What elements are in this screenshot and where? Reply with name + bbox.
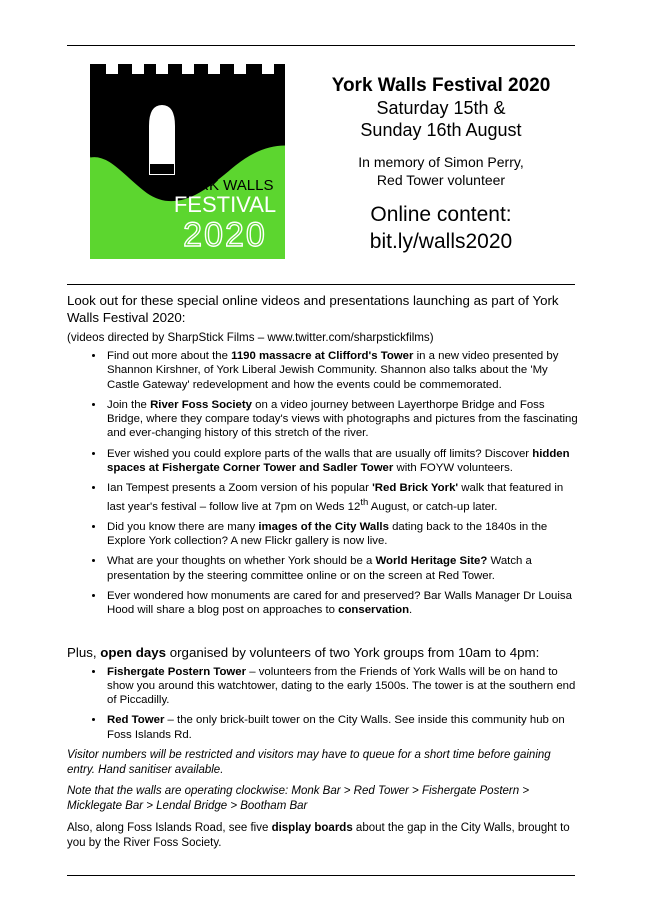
open-days-list — [67, 665, 579, 742]
header-divider — [67, 284, 575, 285]
list-item: • Did you know there are many images of the City Walls dating back to the 1840s in the Explore York collection? A new Flickr gallery is now live. — [105, 520, 579, 549]
list-item: • Ever wished you could explore parts of the walls that are usually off limits? Discover hidden spaces at Fishergate Corner Tower and Sadler Tower with FOYW volunteers. — [105, 447, 579, 476]
list-item: • Red Tower – the only brick-built tower on the City Walls. See inside this community hub on Foss Islands Rd. — [105, 713, 579, 742]
list-item: • Ian Tempest presents a Zoom version of his popular 'Red Brick York' walk that featured in last year's festival – follow live at 7pm on Weds 12th August, or catch-up later. — [105, 481, 579, 513]
memory-line-2: Red Tower volunteer — [376, 172, 506, 188]
york-walls-festival-logo — [90, 64, 285, 259]
logo-line-1: YORK WALLS — [176, 177, 274, 194]
route-note: Note that the walls are operating clockwise: Monk Bar > Red Tower > Fishergate Postern > Micklegate Bar > Lendal Bridge > Bootham Bar — [67, 785, 530, 813]
top-divider — [67, 45, 575, 46]
list-item: • What are your thoughts on whether York should be a World Heritage Site? Watch a presentation by the steering committee online or on the screen at Red Tower. — [105, 554, 579, 583]
logo-line-2: FESTIVAL — [173, 192, 277, 217]
display-boards-text: Also, along Foss Islands Road, see five display boards about the gap in the City Walls, brought to you by the River Foss Society. — [67, 822, 570, 850]
bottom-divider — [67, 875, 575, 876]
header-block — [302, 74, 580, 255]
list-item: • Join the River Foss Society on a video journey between Layerthorpe Bridge and Foss Bridge, where they compare today's views with photographs and pictures from the fascinating and ever-changing history of this stretch of the river. — [105, 398, 579, 441]
online-content-label: Online content: — [370, 203, 512, 226]
intro-text: Look out for these special online videos and presentations launching as part of York Walls Festival 2020: — [67, 293, 559, 325]
online-content-link[interactable]: bit.ly/walls2020 — [369, 230, 513, 253]
visitor-note: Visitor numbers will be restricted and visitors may have to queue for a short time before gaining entry. Hand sanitiser available. — [67, 749, 551, 777]
video-credit: (videos directed by SharpStick Films – www.twitter.com/sharpstickfilms) — [67, 331, 434, 344]
list-item: • Fishergate Postern Tower – volunteers from the Friends of York Walls will be on hand to show you around this watchtower, dating to the early 1500s. The tower is at the southern end of Piccadilly. — [105, 665, 579, 708]
open-days-intro: Plus, open days organised by volunteers of two York groups from 10am to 4pm: — [67, 644, 540, 660]
list-item: • Ever wondered how monuments are cared for and preserved? Bar Walls Manager Dr Louisa Hood will share a blog post on approaches to conservation. — [105, 589, 579, 618]
festival-date-line-1: Saturday 15th & — [376, 98, 506, 118]
list-item: • Find out more about the 1190 massacre at Clifford's Tower in a new video presented by Shannon Kirshner, of York Liberal Jewish Community. Shannon also talks about the 'My Castle Gateway' redevelopment and how the events could be commemorated. — [105, 349, 579, 392]
programme-content — [67, 292, 579, 851]
memory-line-1: In memory of Simon Perry, — [358, 154, 524, 170]
online-items-list — [67, 349, 579, 618]
festival-date-line-2: Sunday 16th August — [360, 120, 522, 140]
festival-title: York Walls Festival 2020 — [331, 75, 551, 96]
logo-line-3: 2020 — [183, 216, 267, 254]
